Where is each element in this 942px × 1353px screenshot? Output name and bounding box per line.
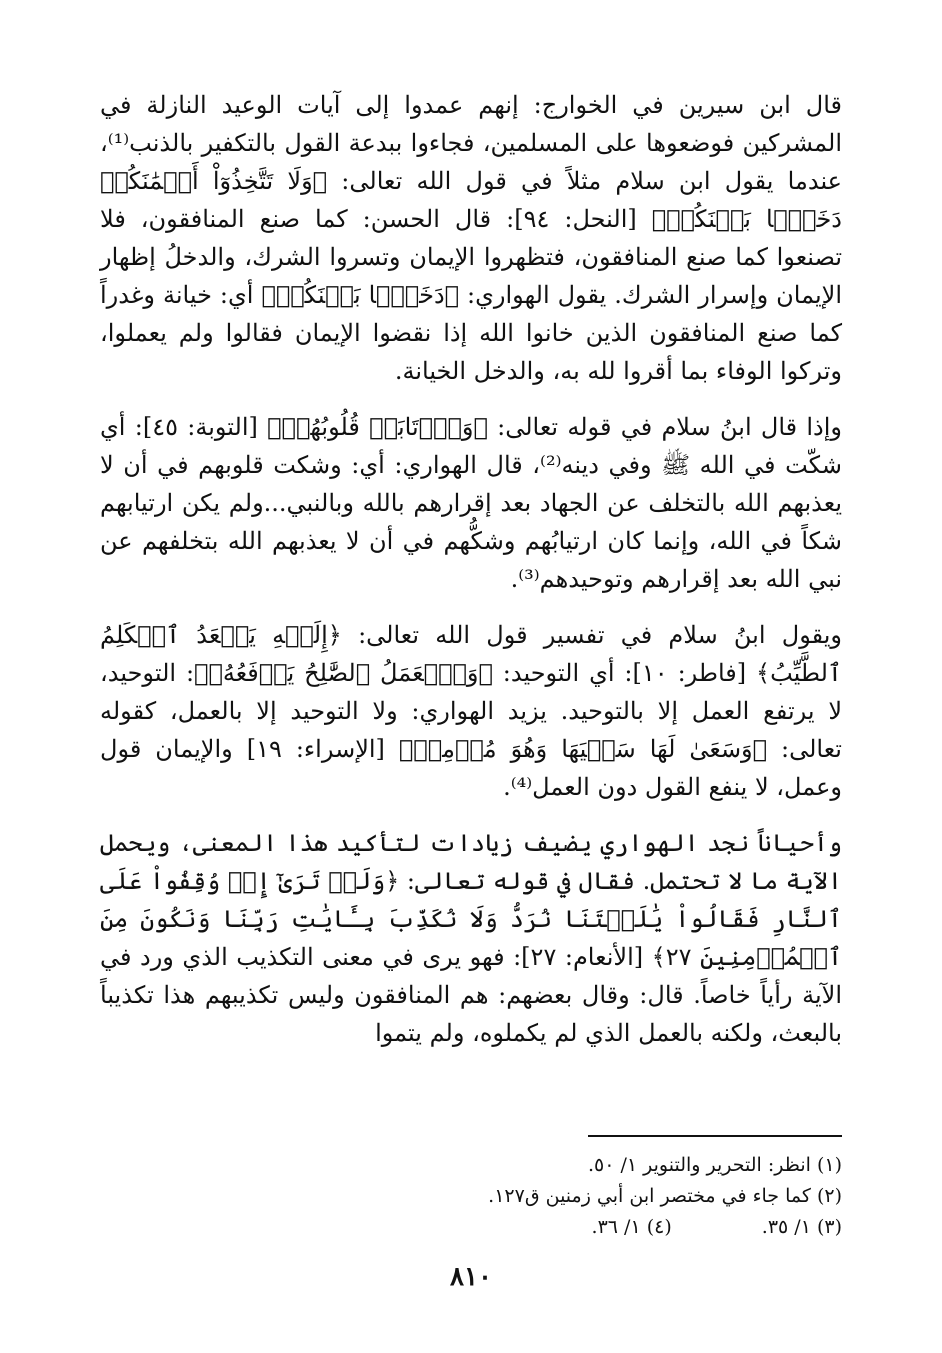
footnote-2: (٢) كما جاء في مختصر ابن أبي زمنين ق١٢٧. bbox=[488, 1185, 842, 1207]
footnote-3: (٣) ١/ ٣٥. bbox=[761, 1216, 842, 1238]
footnotes bbox=[100, 1150, 842, 1243]
page-number: ٨١٠ bbox=[450, 1262, 492, 1292]
footnote-1: (١) انظر: التحرير والتنوير ١/ ٥٠. bbox=[587, 1154, 842, 1176]
paragraph-4: وأحياناً نجد الهواري يضيف زيادات لتأكيد هذا المعنى، ويحمل الآية ما لا تحتمل. فقال في قوله تعالى: ﴿وَلَوۡ تَرَىٰٓ إِذۡ وُقِفُواْ عَلَى ٱلنَّارِ فَقَالُواْ يَٰلَيۡتَنَا نُرَدُّ وَلَا نُكَذِّبَ بِـَٔايَٰتِ رَبِّنَا وَنَكُونَ مِنَ ٱلۡمُؤۡمِنِينَ ٢٧﴾ [الأنعام: ٢٧]: فهو يرى في معنى التكذيب الذي ورد في الآية رأياً خاصاً. قال: وقال بعضهم: هم المنافقون وليس تكذيبهم هذا تكذيباً بالبعث، ولكنه بالعمل الذي لم يكملوه، ولم يتموا bbox=[100, 829, 843, 1047]
paragraph-1: قال ابن سيرين في الخوارج: إنهم عمدوا إلى آيات الوعيد النازلة في المشركين فوضعوها على المسلمين، فجاءوا ببدعة القول بالتكفير بالذنب⁽¹⁾، عندما يقول ابن سلام مثلاً في قول الله تعالى: ﴿وَلَا تَتَّخِذُوٓاْ أَيۡمَٰنَكُمۡ دَخَلَۢا بَيۡنَكُمۡ﴾ [النحل: ٩٤]: قال الحسن: كما صنع المنافقون، فلا تصنعوا كما صنع المنافقون، فتظهروا الإيمان وتسروا الشرك، والدخلُ إظهار الإيمان وإسرار الشرك. يقول الهواري: ﴿دَخَلَۢا بَيۡنَكُمۡ﴾ أي: خيانة وغدراً كما صنع المنافقون الذين خانوا الله إذا نقضوا الإيمان فقالوا ولم يعملوا، وتركوا الوفاء بما أقروا لله به، والدخل الخيانة. bbox=[100, 91, 843, 385]
page-body bbox=[100, 86, 842, 1070]
footnote-divider bbox=[588, 1135, 842, 1137]
footnote-4: (٤) ١/ ٣٦. bbox=[591, 1216, 672, 1238]
footnote-row-3-4 bbox=[100, 1212, 842, 1243]
paragraph-3: ويقول ابنُ سلام في تفسير قول الله تعالى: ﴿إِلَيۡهِ يَصۡعَدُ ٱلۡكَلِمُ ٱلطَّيِّبُ﴾ [فاطر: ١٠]: أي التوحيد: ﴿وَٱلۡعَمَلُ ٱلصَّٰلِحُ يَرۡفَعُهُۥ﴾: التوحيد، لا يرتفع العمل إلا بالتوحيد. يزيد الهواري: ولا التوحيد إلا بالعمل، كقوله تعالى: ﴿وَسَعَىٰ لَهَا سَعۡيَهَا وَهُوَ مُؤۡمِنٞ﴾ [الإسراء: ١٩] والإيمان قول وعمل، لا ينفع القول دون العمل⁽⁴⁾. bbox=[100, 621, 843, 801]
paragraph-2: وإذا قال ابنُ سلام في قوله تعالى: ﴿وَٱرۡتَابَتۡ قُلُوبُهُمۡ﴾ [التوبة: ٤٥]: أي شكّت في الله ﷺ وفي دينه⁽²⁾، قال الهواري: أي: وشكت قلوبهم في أن لا يعذبهم الله بالتخلف عن الجهاد بعد إقرارهم بالله وبالنبي...ولم يكن ارتيابهم شكاً في الله، وإنما كان ارتيابُهم وشكُّهم في أن لا يعذبهم الله بتخلفهم عن نبي الله بعد إقرارهم وتوحيدهم⁽³⁾. bbox=[100, 413, 843, 593]
